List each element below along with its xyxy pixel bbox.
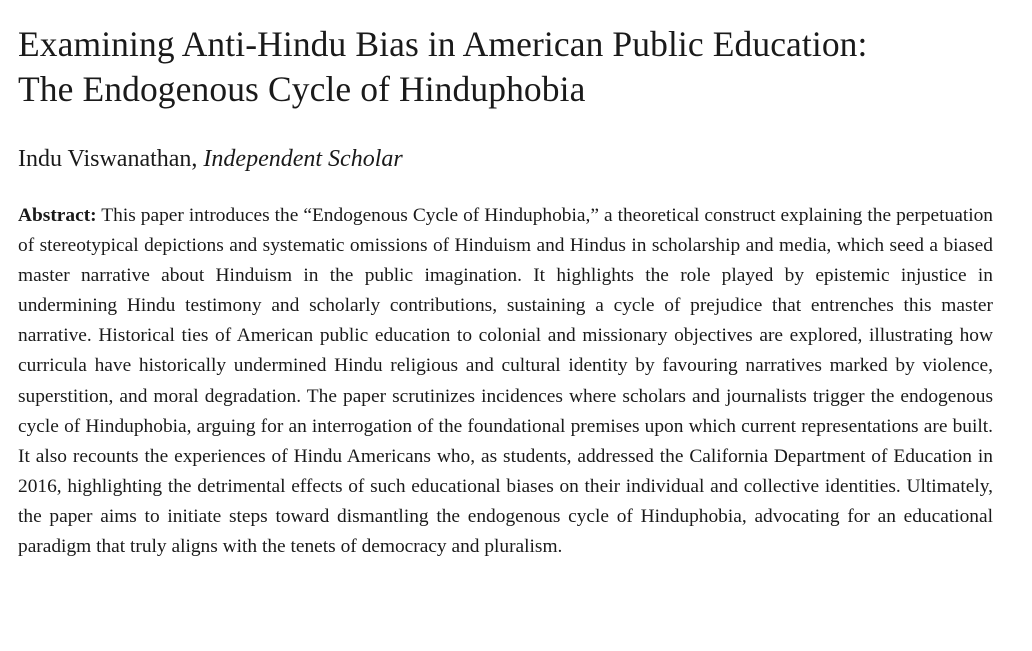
author-line [18, 144, 993, 174]
abstract-label: Abstract: [18, 205, 97, 226]
title-line-2: The Endogenous Cycle of Hinduphobia [18, 69, 586, 109]
abstract [18, 201, 993, 562]
abstract-text: This paper introduces the “Endogenous Cycle of Hinduphobia,” a theoretical construct explaining the perpetuation of stereotypical depictions and systematic omissions of Hinduism and Hindus in scholarship and media, which seed a biased master narrative about Hinduism in the public imagination. It highlights the role played by epistemic injustice in undermining Hindu testimony and scholarly contributions, sustaining a cycle of prejudice that entrenches this master narrative. Historical ties of American public education to colonial and missionary objectives are explored, illustrating how curricula have historically undermined Hindu religious and cultural identity by favouring narratives marked by violence, superstition, and moral degradation. The paper scrutinizes incidences where scholars and journalists trigger the endogenous cycle of Hinduphobia, arguing for an interrogation of the foundational premises upon which current representations are built. It also recounts the experiences of Hindu Americans who, as students, addressed the California Department of Education in 2016, highlighting the detrimental effects of such educational biases on their individual and collective identities. Ultimately, the paper aims to initiate steps toward dismantling the endogenous cycle of Hinduphobia, advocating for an educational paradigm that truly aligns with the tenets of democracy and pluralism. [18, 205, 993, 558]
author-affiliation: Independent Scholar [203, 146, 403, 172]
title-line-1: Examining Anti-Hindu Bias in American Public Education: [18, 24, 868, 64]
author-name: Indu Viswanathan, [18, 146, 198, 172]
paper-page [18, 0, 993, 582]
paper-title [18, 0, 993, 112]
